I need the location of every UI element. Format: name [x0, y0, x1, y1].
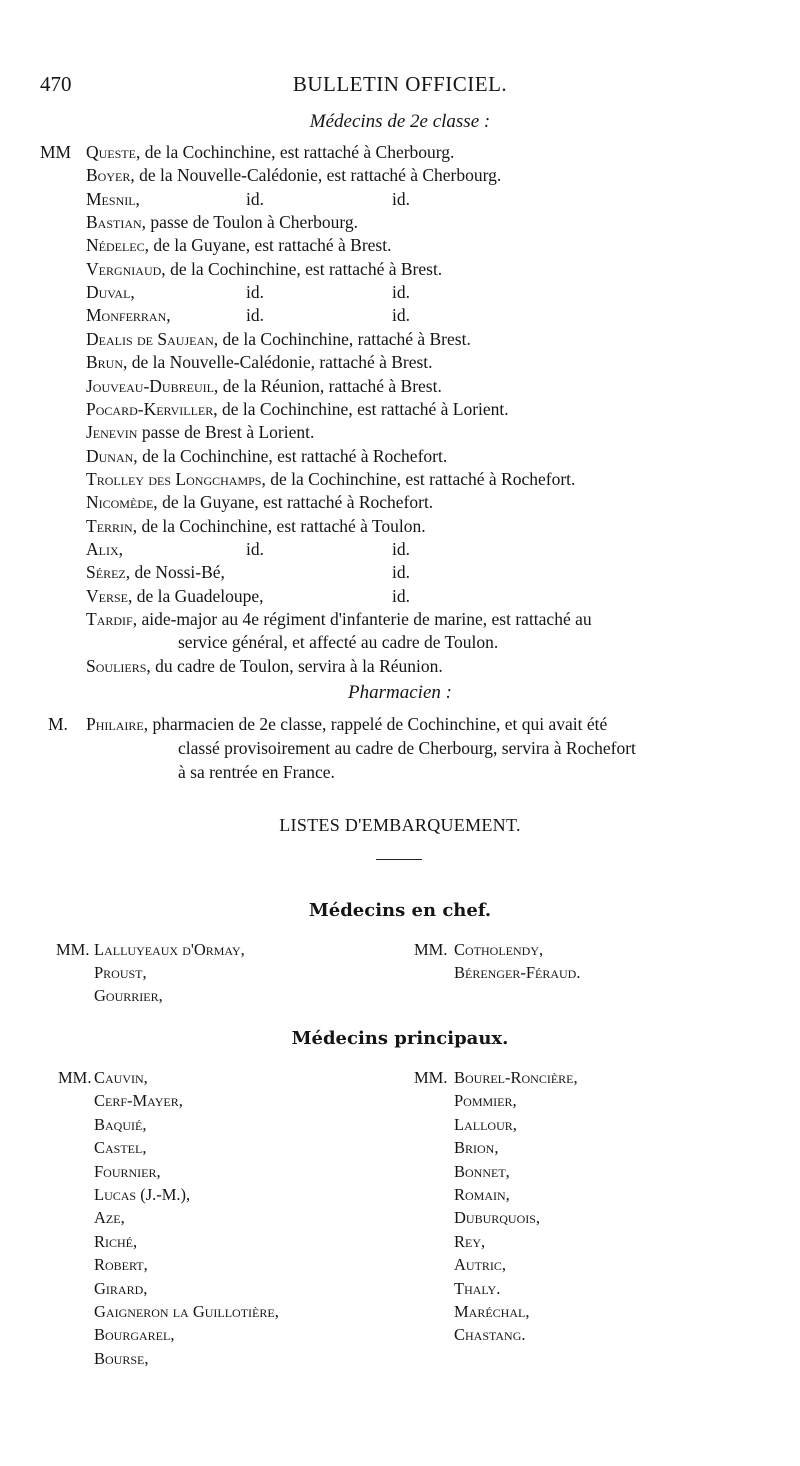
- entry-line: [86, 189, 140, 210]
- entry-name: Alix,: [86, 538, 124, 559]
- list-item: Duburquois,: [454, 1208, 541, 1228]
- entry-name: Nicomède,: [86, 492, 158, 513]
- entry-name: Queste,: [86, 142, 141, 162]
- entry-name: Monferran,: [86, 305, 171, 326]
- left-prefix: MM.: [56, 940, 90, 959]
- list-item: Bourel-Roncière,: [454, 1068, 578, 1087]
- list-item: Proust,: [94, 963, 147, 982]
- entry-line: [86, 492, 433, 513]
- list-item: Aze,: [94, 1208, 125, 1228]
- entry-line: [86, 352, 433, 373]
- list-item: Lallour,: [454, 1114, 517, 1134]
- entry-text: aide-major au 4e régiment d'infanterie de marine, est rattaché au: [141, 609, 592, 629]
- entry-text: de la Guadeloupe,: [136, 585, 264, 606]
- entry-text: de la Cochinchine, est rattaché à Rochefort.: [270, 468, 576, 489]
- list-item: Castel,: [94, 1138, 147, 1158]
- entry-id: id.: [246, 538, 264, 559]
- entry-id: id.: [392, 188, 410, 209]
- entry-prefix: MM: [40, 142, 72, 162]
- entry-id: id.: [392, 538, 410, 559]
- entry-text: de la Cochinchine, est rattaché à Rochefort.: [142, 445, 448, 466]
- entry-line: [86, 516, 426, 537]
- heading-medecins-principaux: Médecins principaux.: [291, 1028, 509, 1049]
- list-item: Baquié,: [94, 1114, 147, 1134]
- right-prefix: MM.: [414, 940, 448, 959]
- entry-line: [86, 282, 135, 303]
- divider-rule: [376, 859, 422, 860]
- entry-text: passe de Brest à Lorient.: [141, 422, 315, 443]
- list-item: Bérenger-Féraud.: [454, 963, 581, 982]
- list-item: Bourse,: [94, 1348, 149, 1368]
- entry-name: Dunan,: [86, 445, 138, 466]
- list-item: Lalluyeaux d'Ormay,: [94, 940, 245, 959]
- entry-text: de la Cochinchine, est rattaché à Brest.: [170, 258, 443, 279]
- entry-id: id.: [392, 562, 410, 583]
- entry-id: id.: [246, 188, 264, 209]
- entry-line: [86, 235, 391, 256]
- listes-embarquement-title: LISTES D'EMBARQUEMENT.: [279, 815, 521, 835]
- section-heading-medecins-2e-classe: Médecins de 2e classe :: [309, 111, 491, 132]
- pharmacien-text: classé provisoirement au cadre de Cherbourg, servira à Rochefort: [178, 738, 636, 758]
- entry-id: id.: [392, 305, 410, 326]
- entry-line: [86, 539, 123, 560]
- entry-text: de Nossi-Bé,: [134, 562, 225, 583]
- running-title: BULLETIN OFFICIEL.: [292, 72, 508, 96]
- entry-id: id.: [392, 282, 410, 303]
- entry-name: Vergniaud,: [86, 258, 166, 279]
- entry-line: [178, 632, 498, 653]
- list-item: Autric,: [454, 1255, 507, 1275]
- entry-name: Dealis de Saujean,: [86, 328, 219, 349]
- entry-name: Duval,: [86, 282, 135, 303]
- entry-text: de la Cochinchine, est rattaché à Toulon.: [141, 515, 426, 536]
- pharmacien-prefix: M.: [48, 714, 68, 734]
- entry-line: [86, 469, 575, 490]
- list-item: Chastang.: [454, 1325, 526, 1345]
- entry-name: Souliers,: [86, 655, 151, 676]
- entry-name: Jouveau-Dubreuil,: [86, 375, 219, 396]
- list-item: Robert,: [94, 1255, 148, 1275]
- left-prefix: MM.: [58, 1068, 92, 1087]
- pharmacien-line: [178, 762, 335, 783]
- list-item: Maréchal,: [454, 1302, 530, 1321]
- list-item: Cotholendy,: [454, 940, 544, 959]
- entry-line: [86, 142, 454, 163]
- page-number: 470: [40, 72, 72, 96]
- list-item: Bonnet,: [454, 1161, 510, 1181]
- entry-line: [86, 165, 501, 186]
- entry-line: [86, 329, 471, 350]
- heading-medecins-en-chef: Médecins en chef.: [308, 900, 492, 921]
- list-item: Pommier,: [454, 1091, 517, 1111]
- entry-line: [86, 399, 509, 420]
- entry-text: du cadre de Toulon, servira à la Réunion.: [155, 655, 443, 676]
- entry-name: Bastian,: [86, 212, 147, 233]
- entry-name: Trolley des Longchamps,: [86, 468, 266, 489]
- list-item: Fournier,: [94, 1161, 161, 1181]
- entry-name: Mesnil,: [86, 188, 140, 209]
- entry-name: Pocard-Kerviller,: [86, 398, 218, 419]
- list-item: Brion,: [454, 1138, 499, 1158]
- entry-name: Nédelec,: [86, 235, 150, 256]
- entry-line: [86, 376, 442, 397]
- entry-text: de la Nouvelle-Calédonie, rattaché à Brest.: [131, 352, 433, 373]
- entry-line: [86, 656, 443, 677]
- entry-text: service général, et affecté au cadre de Toulon.: [178, 632, 499, 653]
- list-item: Cauvin,: [94, 1068, 148, 1087]
- pharmacien-text: pharmacien de 2e classe, rappelé de Cochinchine, et qui avait été: [152, 714, 608, 734]
- section-heading-pharmacien: Pharmacien :: [348, 682, 452, 703]
- entry-line: [86, 212, 358, 233]
- entry-id: id.: [246, 305, 264, 326]
- entry-name: Sérez,: [86, 562, 131, 583]
- entry-line: [86, 305, 171, 326]
- entry-name: Tardif,: [86, 609, 138, 629]
- entry-text: de la Réunion, rattaché à Brest.: [222, 375, 442, 396]
- list-item: Riché,: [94, 1231, 138, 1251]
- entry-text: de la Cochinchine, est rattaché à Lorient.: [221, 398, 509, 419]
- entry-id: id.: [392, 585, 410, 606]
- entry-text: de la Nouvelle-Calédonie, est rattaché à Cherbourg.: [139, 165, 502, 186]
- entry-line: [86, 446, 447, 467]
- list-item: Gourrier,: [94, 986, 163, 1005]
- list-item: Girard,: [94, 1278, 148, 1298]
- entry-line: [86, 422, 314, 443]
- pharmacien-name: Philaire,: [86, 714, 149, 734]
- list-item: Rey,: [454, 1231, 486, 1251]
- entry-line: [86, 586, 264, 607]
- entry-text: de la Cochinchine, est rattaché à Cherbourg.: [144, 142, 455, 162]
- entry-text: passe de Toulon à Cherbourg.: [150, 212, 359, 233]
- list-item: Gaigneron la Guillotière,: [94, 1302, 279, 1321]
- entry-text: de la Cochinchine, rattaché à Brest.: [222, 328, 471, 349]
- entry-line: [86, 259, 442, 280]
- entry-name: Verse,: [86, 585, 133, 606]
- entry-line: [86, 562, 225, 583]
- entry-name: Jenevin: [86, 422, 138, 443]
- entry-name: Boyer,: [86, 165, 135, 186]
- entry-line: [86, 609, 592, 630]
- list-item: Cerf-Mayer,: [94, 1091, 183, 1111]
- entry-text: de la Guyane, est rattaché à Brest.: [153, 235, 392, 256]
- pharmacien-line: [178, 738, 636, 759]
- entry-name: Terrin,: [86, 515, 138, 536]
- list-item: Bourgarel,: [94, 1325, 175, 1345]
- pharmacien-line: [86, 714, 607, 735]
- list-item: Thaly.: [454, 1278, 501, 1298]
- entry-id: id.: [246, 282, 264, 303]
- list-item: Lucas (J.-M.),: [94, 1185, 191, 1204]
- right-prefix: MM.: [414, 1068, 448, 1087]
- list-item: Romain,: [454, 1185, 510, 1204]
- pharmacien-text: à sa rentrée en France.: [178, 762, 335, 782]
- entry-text: de la Guyane, est rattaché à Rochefort.: [162, 492, 434, 513]
- entry-name: Brun,: [86, 352, 128, 373]
